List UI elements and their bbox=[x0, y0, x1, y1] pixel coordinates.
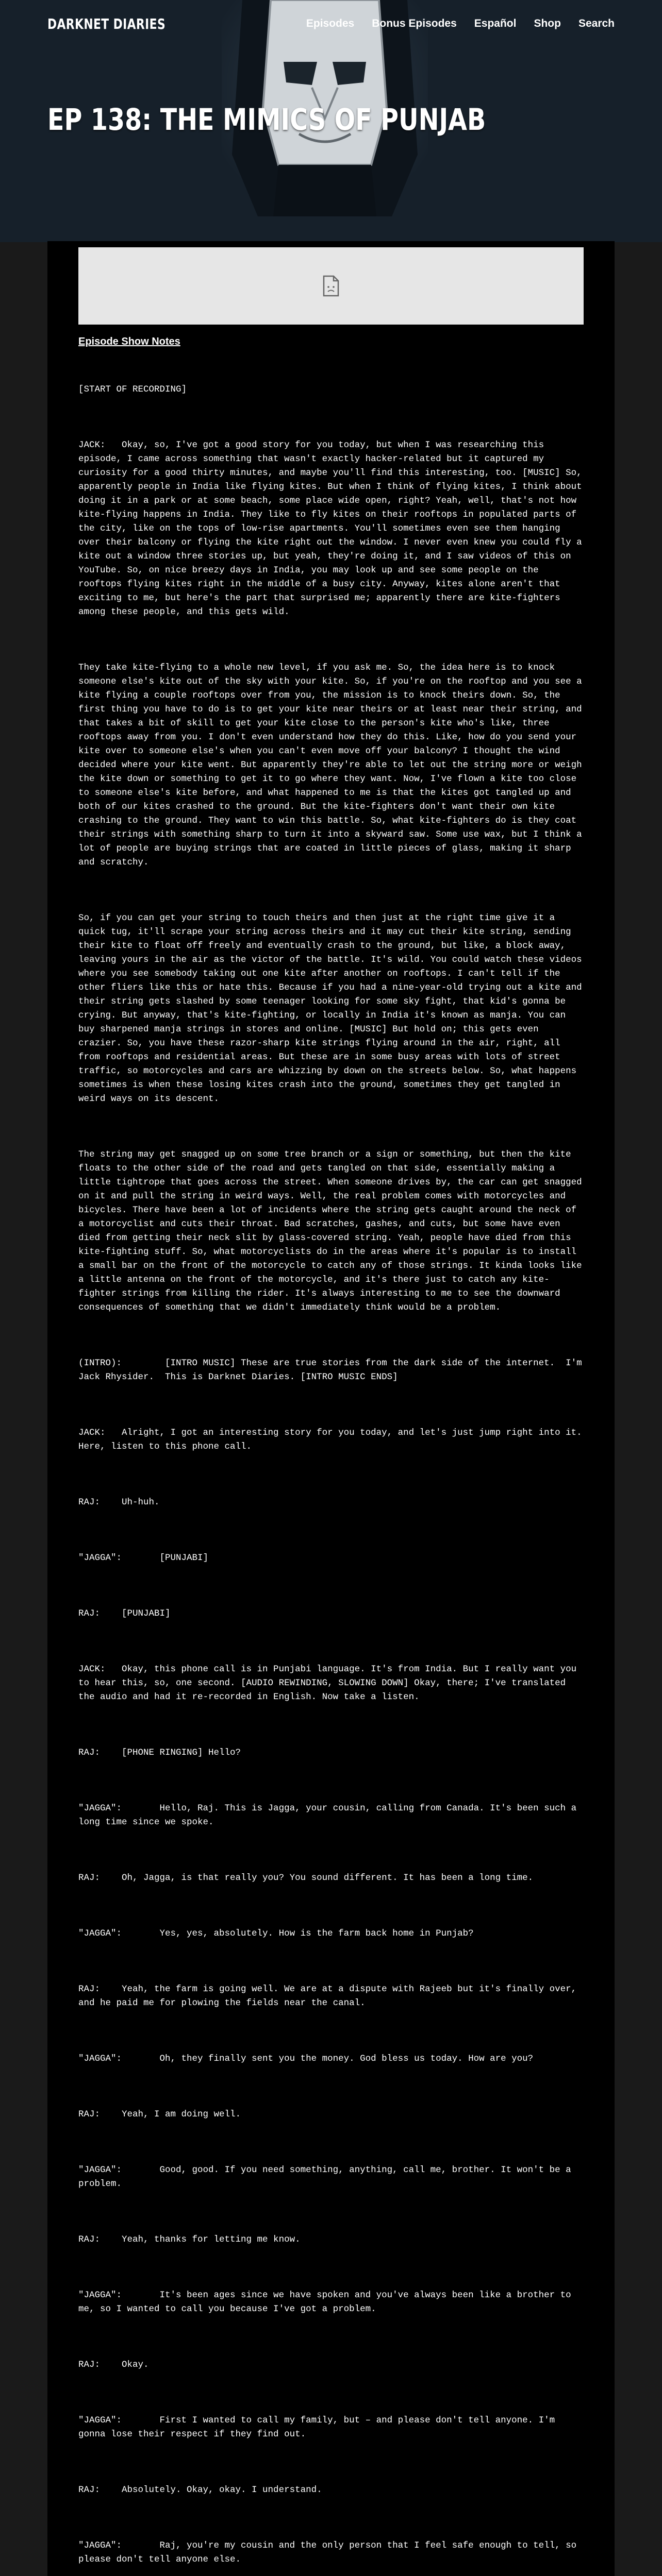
transcript-paragraph: RAJ: Absolutely. Okay, okay. I understand. bbox=[78, 2485, 322, 2495]
nav-bonus-episodes[interactable]: Bonus Episodes bbox=[372, 18, 457, 29]
transcript-paragraph: RAJ: Oh, Jagga, is that really you? You sound different. It has been a long time. bbox=[78, 1873, 534, 1883]
hero-banner bbox=[0, 0, 662, 242]
transcript-paragraph: "JAGGA": Yes, yes, absolutely. How is the farm back home in Punjab? bbox=[78, 1928, 474, 1939]
transcript-paragraph: (INTRO): [INTRO MUSIC] These are true stories from the dark side of the internet. I'm Jack Rhysider. This is Darknet Diaries. [INTRO MUSIC ENDS] bbox=[78, 1358, 588, 1382]
transcript-paragraph: "JAGGA": [PUNJABI] bbox=[78, 1553, 209, 1563]
transcript-paragraph: "JAGGA": Raj, you're my cousin and the only person that I feel safe enough to tell, so please don't tell anyone else. bbox=[78, 2540, 582, 2565]
episode-show-notes-link[interactable]: Episode Show Notes bbox=[78, 336, 180, 347]
nav-espanol[interactable]: Español bbox=[474, 18, 517, 29]
transcript bbox=[78, 355, 588, 2576]
transcript-paragraph: RAJ: Yeah, thanks for letting me know. bbox=[78, 2234, 301, 2245]
episode-title: EP 138: THE MIMICS OF PUNJAB bbox=[47, 102, 486, 137]
transcript-paragraph: So, if you can get your string to touch theirs and then just at the right time give it a quick tug, it'll scrape your string across theirs and it may cut their kite string, sending their kite to float off freely and eventually crash to the ground, but like, a block away, leaving yours in the air as the victor of the battle. It's wild. You could watch these videos where you see somebody taking out one kite after another on rooftops. I can't tell if the other fliers like this or hate this. Because if you had a nine-year-old trying out a kite and their string gets slashed by some teenager looking for some sky fight, that kid's gonna be crying. But anyway, that's kite-fighting, or locally in India it's known as manja. You can buy sharpened manja strings in stores and online. [MUSIC] But hold on; this gets even crazier. So, you have these razor-sharp kite strings flying around in the air, right, all from rooftops and residential areas. But these are in some busy areas with lots of street traffic, so motorcycles and cars are whizzing by down on the streets below. So, what happens sometimes is when these losing kites crash into the ground, sometimes they get tangled in weird ways on its descent. bbox=[78, 913, 588, 1104]
transcript-paragraph: The string may get snagged up on some tree branch or a sign or something, but then the kite floats to the other side of the road and gets tangled on that side, essentially making a little tightrope that goes across the street. When someone drives by, the car can get snagged on it and pull the string in weird ways. Well, the real problem comes with motorcycles and bicycles. There have been a lot of incidents where the string gets caught around the neck of a motorcyclist and cuts their throat. Bad scratches, gashes, and cuts, but some have even died from getting their neck slit by glass-covered string. Yeah, people have died from this kite-fighting stuff. So, what motorcyclists do in the areas where it's popular is to install a small bar on the front of the motorcycle to catch any of those strings. It kinda looks like a little antenna on the front of the motorcycle, and it's there just to catch any kite-fighter strings from killing the rider. It's always interesting to me to see the downward consequences of something that we didn't immediately think would be a problem. bbox=[78, 1149, 588, 1313]
transcript-paragraph: RAJ: Yeah, I am doing well. bbox=[78, 2109, 241, 2120]
transcript-paragraph: RAJ: [PHONE RINGING] Hello? bbox=[78, 1748, 241, 1758]
top-navigation bbox=[0, 0, 662, 47]
audio-player-embed[interactable] bbox=[78, 247, 584, 325]
transcript-paragraph: JACK: Okay, so, I've got a good story for you today, but when I was researching this episode, I came across something that wasn't exactly hacker-related but it captured my curiosity for a good thirty minutes, and maybe you'll find this interesting, too. [MUSIC] So, apparently people in India like flying kites. But when I think of flying kites, I think about doing it in a park or at some beach, some place wide open, right? Yeah, well, that's not how kite-flying happens in India. They like to fly kites on their rooftops in populated parts of the city, like on the tops of low-rise apartments. You'll sometimes even see them hanging over their balcony or flying the kite right out the window. I never even knew you could fly a kite out a window three stories up, but yeah, they're doing it, and I saw videos of this on YouTube. So, on nice breezy days in India, you may look up and see some people on the rooftops flying kites right in the middle of a busy city. Anyway, kites alone aren't that exciting to me, but here's the part that surprised me; apparently there are kite-fighters among these people, and this gets wild. bbox=[78, 440, 588, 617]
nav-search[interactable]: Search bbox=[578, 18, 615, 29]
transcript-paragraph: RAJ: [PUNJABI] bbox=[78, 1608, 171, 1619]
transcript-paragraph: JACK: Okay, this phone call is in Punjabi language. It's from India. But I really want you to hear this, so, one second. [AUDIO REWINDING, SLOWING DOWN] Okay, there; I've translated the audio and had it re-recorded in English. Now take a listen. bbox=[78, 1664, 582, 1702]
transcript-paragraph: "JAGGA": Oh, they finally sent you the money. God bless us today. How are you? bbox=[78, 2054, 534, 2064]
transcript-paragraph: RAJ: Yeah, the farm is going well. We are at a dispute with Rajeeb but it's finally over, and he paid me for plowing the fields near the canal. bbox=[78, 1984, 582, 2008]
site-logo[interactable]: DARKNET DIARIES bbox=[47, 15, 166, 32]
transcript-paragraph: "JAGGA": Good, good. If you need something, anything, call me, brother. It won't be a problem. bbox=[78, 2165, 577, 2189]
file-icon bbox=[322, 275, 340, 297]
transcript-paragraph: "JAGGA": It's been ages since we have spoken and you've always been like a brother to me, so I wanted to call you because I've got a problem. bbox=[78, 2290, 577, 2314]
nav-episodes[interactable]: Episodes bbox=[306, 18, 355, 29]
transcript-paragraph: RAJ: Uh-huh. bbox=[78, 1497, 160, 1507]
transcript-paragraph: They take kite-flying to a whole new level, if you ask me. So, the idea here is to knock someone else's kite out of the sky with your kite. So, if you're on the rooftop and you see a kite flying a couple rooftops over from you, the mission is to knock theirs down. So, the first thing you have to do is to get your kite near theirs or at least near their string, and that takes a bit of skill to get your kite close to the person's kite who's like, three rooftops away from you. I don't even understand how they do this. Like, how do you send your kite over to someone else's when you can't even move off your balcony? I thought the wind decided where your kite went. But apparently they're able to let out the string more or weigh the kite down or something to get it to go where they want. Now, I've flown a kite too close to someone else's kite before, and what happened to me is that the kites got tangled up and both of our kites crashed to the ground. But the kite-fighters don't want their own kite crashing to the ground. They want to win this battle. So, what kite-fighters do is they coat their strings with something sharp to turn it into a skyward saw. Some use wax, but I think a lot of people are buying strings that are coated in little pieces of glass, making it sharp and scratchy. bbox=[78, 663, 588, 868]
transcript-paragraph: "JAGGA": Hello, Raj. This is Jagga, your cousin, calling from Canada. It's been such a long time since we spoke. bbox=[78, 1803, 582, 1827]
episode-content bbox=[47, 241, 615, 2576]
nav-shop[interactable]: Shop bbox=[534, 18, 561, 29]
transcript-paragraph: RAJ: Okay. bbox=[78, 2360, 149, 2370]
transcript-paragraph: [START OF RECORDING] bbox=[78, 384, 187, 395]
transcript-paragraph: "JAGGA": First I wanted to call my family, but – and please don't tell anyone. I'm gonna lose their respect if they find out. bbox=[78, 2415, 560, 2439]
transcript-paragraph: JACK: Alright, I got an interesting story for you today, and let's just jump right into it. Here, listen to this phone call. bbox=[78, 1428, 588, 1452]
nav-links bbox=[306, 18, 615, 30]
